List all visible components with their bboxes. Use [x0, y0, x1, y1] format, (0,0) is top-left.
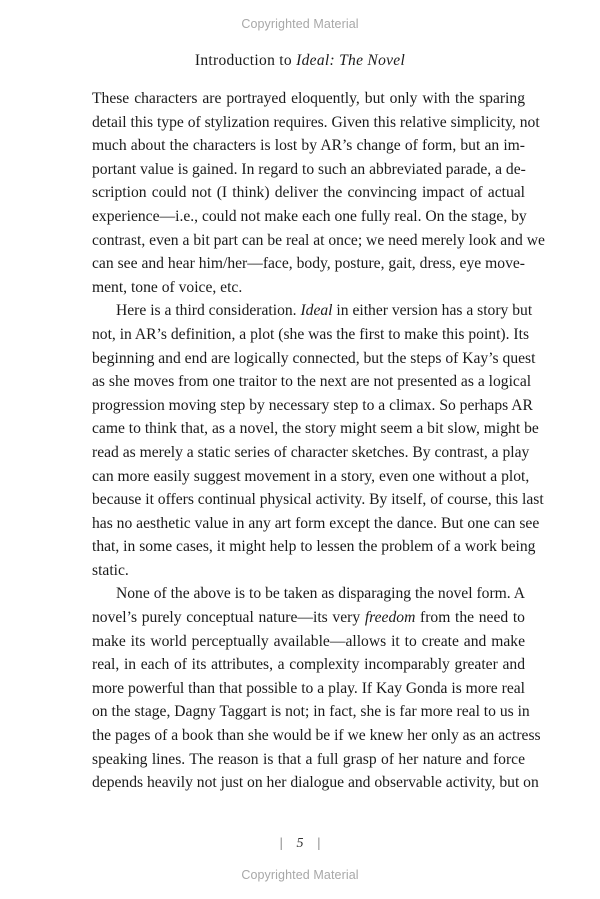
text-run: detail this type of stylization requires. Given this relative simplicity, not [92, 113, 540, 131]
text-run: speaking lines. The reason is that a full grasp of her nature and force [92, 750, 525, 768]
text-run: contrast, even a bit part can be real at once; we need merely look and we [92, 231, 545, 249]
text-line [92, 700, 530, 724]
text-run: in either version has a story but [332, 302, 533, 320]
text-line [92, 606, 525, 630]
text-line [92, 465, 530, 489]
text-run: None of the above is to be taken as disparaging the novel form. A [116, 585, 525, 603]
running-head-title: Ideal: The Novel [296, 52, 406, 69]
text-line [92, 771, 539, 795]
italic-text: Ideal [300, 302, 333, 320]
folio-right-bar: | [317, 836, 321, 851]
text-run: read as merely a static series of character sketches. By contrast, a play [92, 443, 530, 461]
text-line [92, 417, 539, 441]
running-head-prefix: Introduction to [194, 52, 297, 69]
watermark-bottom: Copyrighted Material [241, 868, 359, 882]
text-run: scription could not (I think) deliver the convincing impact of actual [92, 184, 525, 202]
text-line [92, 323, 530, 347]
text-line [92, 559, 525, 583]
text-run: because it offers continual physical activity. By itself, of course, this last [92, 491, 544, 509]
text-line [92, 582, 525, 606]
text-line [92, 535, 536, 559]
text-run: that, in some cases, it might help to lessen the problem of a work being [92, 538, 536, 556]
text-run: has no aesthetic value in any art form except the dance. But one can see [92, 514, 540, 532]
text-line [92, 441, 530, 465]
text-run: as she moves from one traitor to the next are not presented as a logical [92, 373, 532, 391]
italic-text: freedom [364, 609, 416, 627]
text-line [92, 724, 541, 748]
text-line [92, 394, 533, 418]
text-run: portant value is gained. In regard to such an abbreviated parade, a de- [92, 160, 526, 178]
text-run: progression moving step by necessary step to a climax. So perhaps AR [92, 396, 533, 414]
text-line [92, 653, 525, 677]
text-run: much about the characters is lost by AR’s change of form, but an im- [92, 137, 525, 155]
text-line [92, 630, 525, 654]
text-run: ment, tone of voice, etc. [92, 278, 243, 296]
text-run: more powerful than that possible to a play. If Kay Gonda is more real [92, 679, 525, 697]
text-line [92, 252, 525, 276]
text-run: beginning and end are logically connected, but the steps of Kay’s quest [92, 349, 536, 367]
text-line [92, 370, 532, 394]
text-line [92, 299, 533, 323]
text-run: depends heavily not just on her dialogue and observable activity, but on [92, 774, 539, 792]
text-run: on the stage, Dagny Taggart is not; in fact, she is far more real to us in [92, 703, 530, 721]
text-line [92, 229, 545, 253]
text-run: can see and hear him/her—face, body, posture, gait, dress, eye move- [92, 255, 525, 273]
text-run: experience—i.e., could not make each one fully real. On the stage, by [92, 207, 527, 225]
body-text [92, 87, 545, 795]
text-run: not, in AR’s definition, a plot (she was the first to make this point). Its [92, 325, 530, 343]
text-run: real, in each of its attributes, a complexity incomparably greater and [92, 656, 525, 674]
text-run: make its world perceptually available—allows it to create and make [92, 632, 525, 650]
text-line [92, 748, 525, 772]
running-head [0, 52, 600, 70]
text-line [92, 347, 536, 371]
folio-left-bar: | [279, 836, 283, 851]
text-run: can more easily suggest movement in a story, even one without a plot, [92, 467, 530, 485]
text-run: These characters are portrayed eloquently, but only with the sparing [92, 90, 525, 107]
text-line [92, 488, 544, 512]
page-number [0, 836, 600, 852]
text-line [92, 87, 525, 111]
text-run: static. [92, 561, 129, 579]
watermark-top: Copyrighted Material [241, 17, 359, 31]
text-line [92, 158, 525, 182]
text-line [92, 512, 540, 536]
text-run: novel’s purely conceptual nature—its very [92, 609, 365, 627]
text-line [92, 111, 540, 135]
text-line [92, 181, 525, 205]
text-run: from the need to [415, 609, 525, 627]
text-line [92, 205, 525, 229]
text-run: came to think that, as a novel, the story might seem a bit slow, might be [92, 420, 539, 438]
text-line [92, 677, 525, 701]
text-run: Here is a third consideration. [116, 302, 301, 320]
text-line [92, 276, 525, 300]
text-line [92, 134, 525, 158]
folio-number: 5 [296, 836, 304, 851]
text-run: the pages of a book than she would be if we knew her only as an actress [92, 727, 541, 745]
